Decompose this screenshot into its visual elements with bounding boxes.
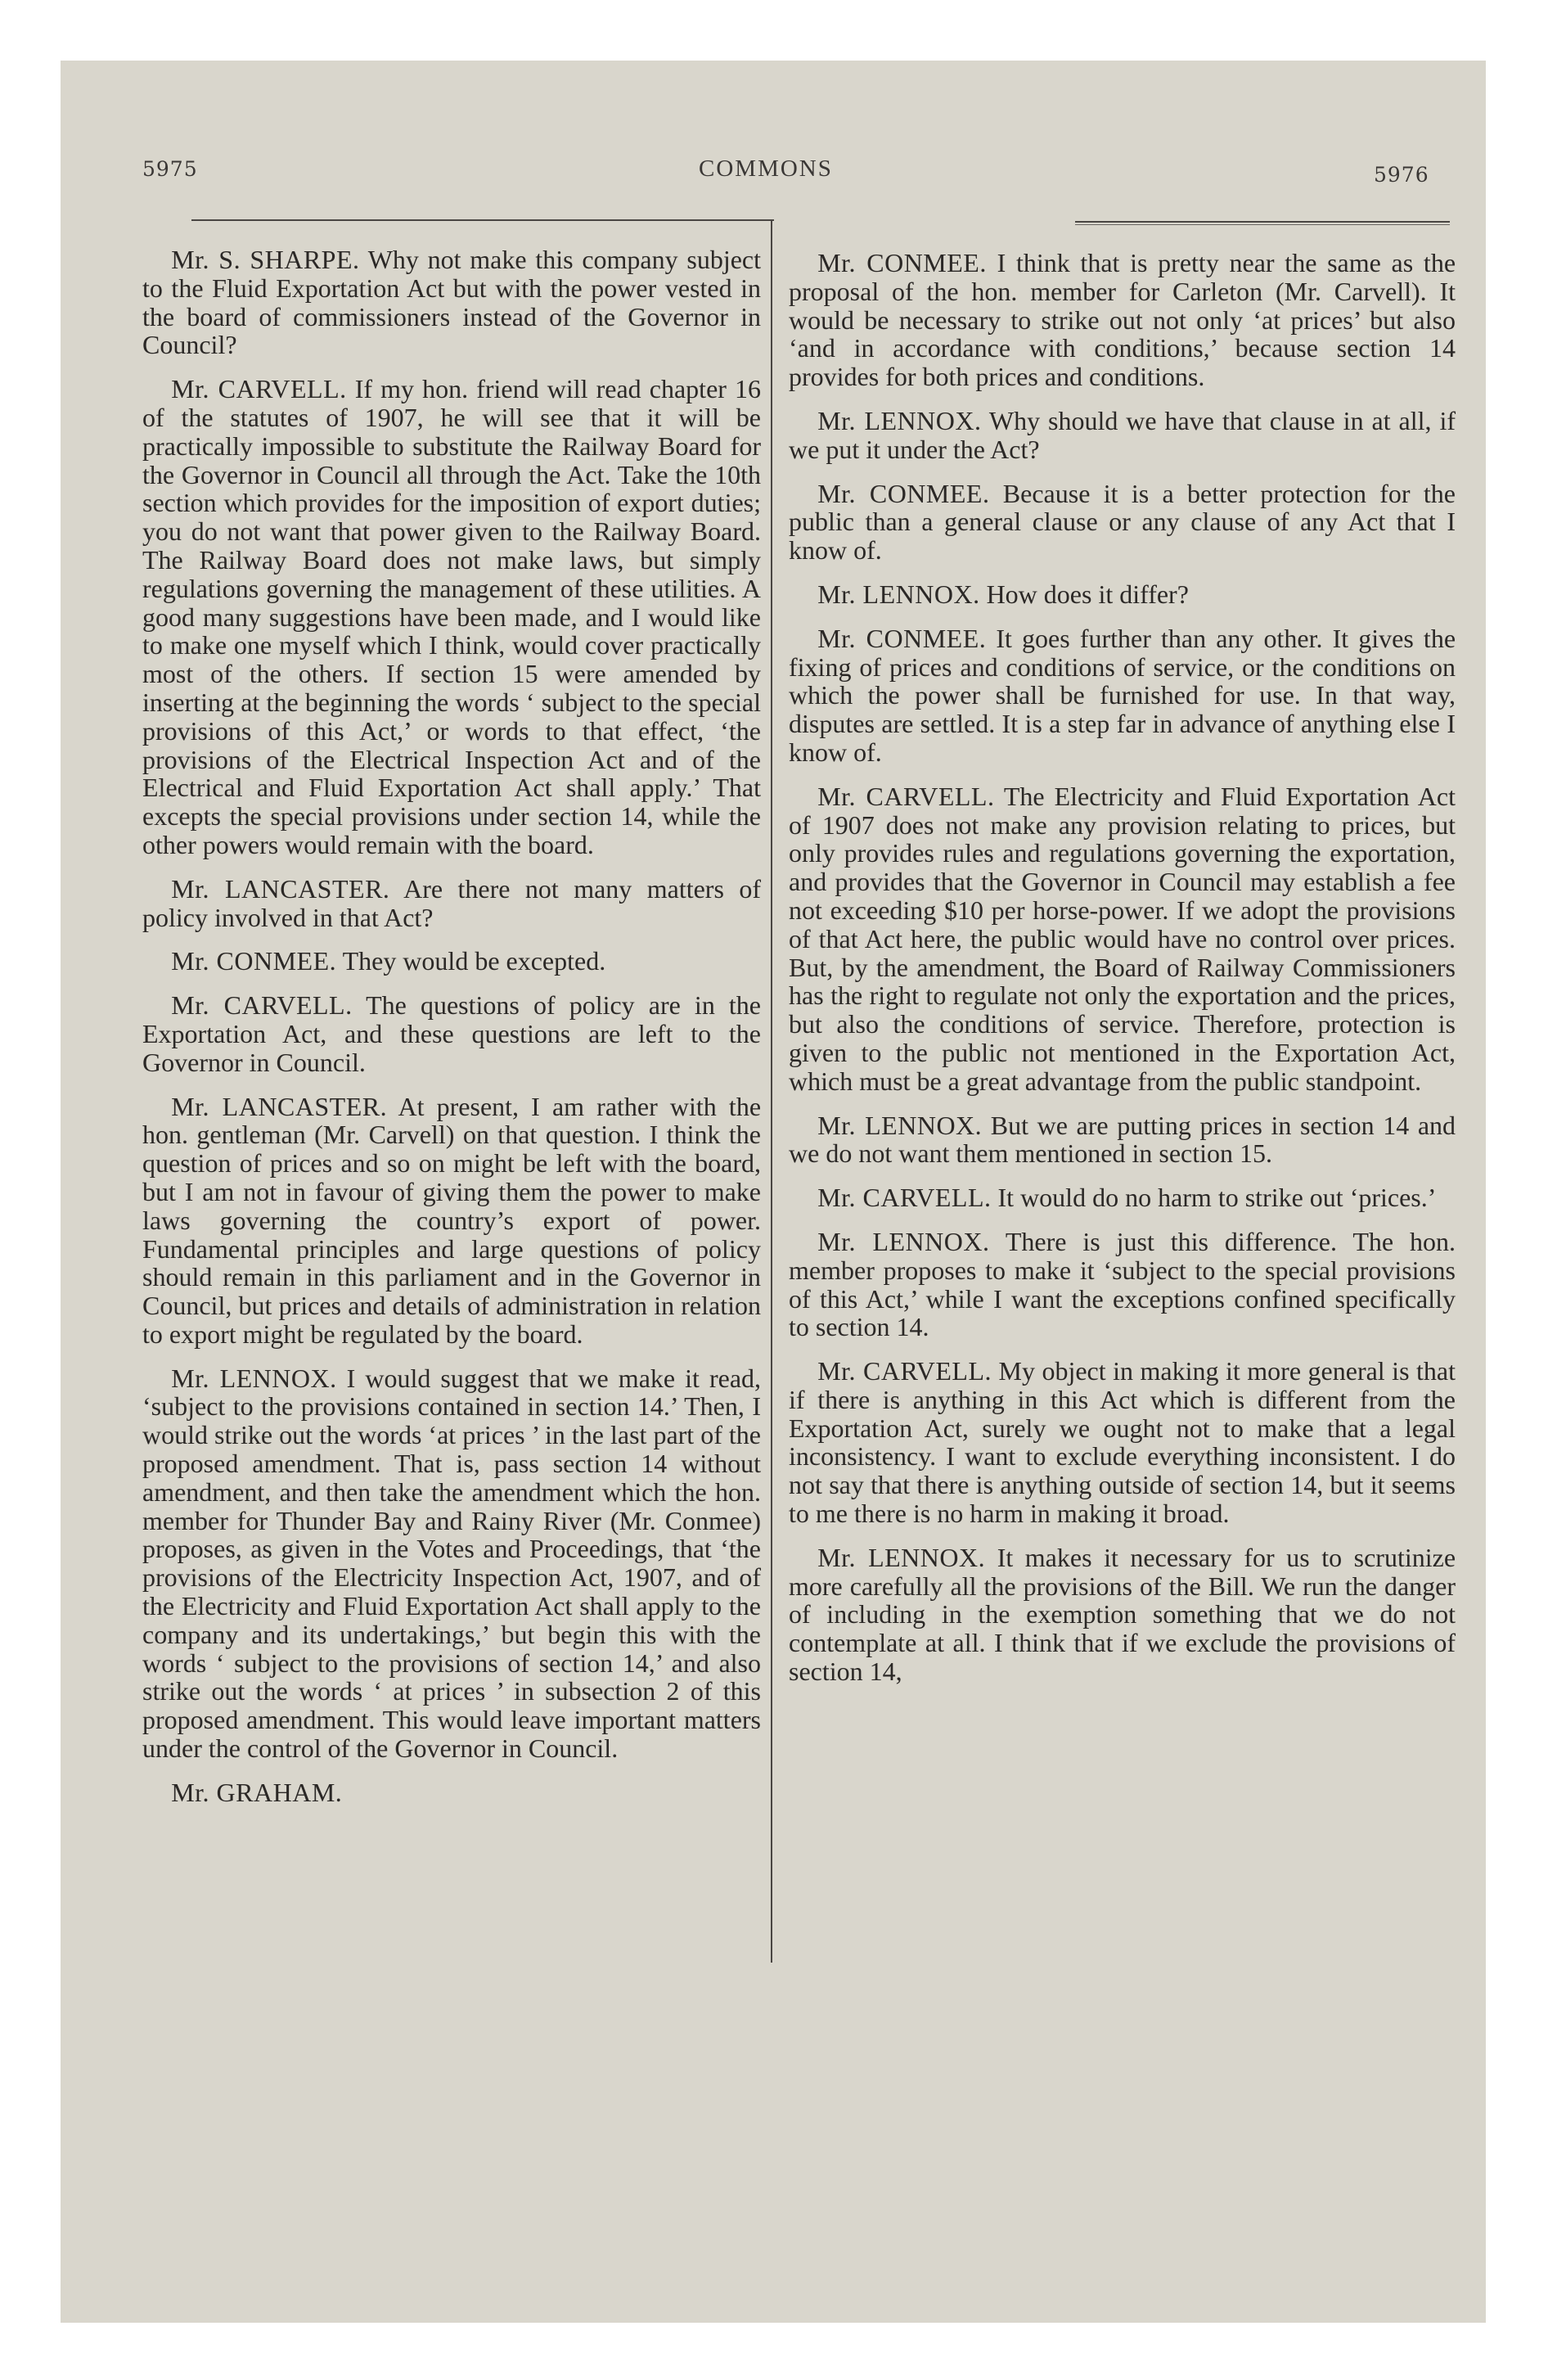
speech-paragraph (142, 1093, 761, 1349)
speech-paragraph (142, 991, 761, 1076)
speaker-name: Mr. CARVELL. (817, 1356, 992, 1386)
speech-text: Because it is a better protection for the public than a general clause or any clause of any Act that I know of. (789, 478, 1456, 566)
left-column (142, 246, 761, 1807)
column-divider (771, 221, 772, 1963)
speech-paragraph (789, 1228, 1456, 1341)
right-column (789, 249, 1456, 1686)
speech-text: Why should we have that clause in at all, if we put it under the Act? (789, 405, 1456, 464)
speaker-name: Mr. CARVELL. (817, 781, 995, 811)
speaker-name: Mr. S. SHARPE. (171, 245, 360, 274)
speech-text: My object in making it more general is that if there is anything in this Act which is different from the Exportation Act, surely we ought not to make that a legal inconsistency. I want to exclude everything inconsistent. I do not say that there is anything outside of section 14, but it seems to me there is no harm in making it broad. (789, 1356, 1456, 1529)
speech-text: How does it differ? (986, 579, 1189, 609)
page-number-left: 5975 (142, 157, 198, 181)
speaker-name: Mr. CARVELL. (817, 1183, 992, 1213)
speech-paragraph (142, 875, 761, 932)
speech-text: I would suggest that we make it read, ‘subject to the provisions contained in section 14.’ Then, I would strike out the words ‘at prices ’ in the last part of the proposed amendment. That is, pass section 14 without amendment, and then take the amendment which the hon. member for Thunder Bay and Rainy River (Mr. Conmee) proposes, as given in the Votes and Proceedings, that ‘the provisions of the Electricity Inspection Act, 1907, and of the Electricity and Fluid Exportation Act shall apply to the company and its undertakings,’ but begin this with the words ‘ subject to the provisions of section 14,’ and also strike out the words ‘ at prices ’ in subsection 2 of this proposed amendment. This would leave important matters under the control of the Governor in Council. (142, 1363, 762, 1764)
speech-paragraph (789, 1544, 1456, 1686)
speaker-name: Mr. LENNOX. (171, 1363, 337, 1393)
speech-text: The questions of policy are in the Exportation Act, and these questions are left to the Governor in Council. (142, 990, 762, 1077)
speech-paragraph (142, 947, 761, 976)
speech-text: They would be excepted. (342, 946, 606, 976)
speech-text: The Electricity and Fluid Exportation Act of 1907 does not make any provision relating to prices, but only provides rules and regulations governing the exportation, and provides that the Governor in Council may establish a fee not exceeding $10 per horse-power. If we adopt the provisions of that Act here, the public would have no control over prices. But, by the amendment, the Board of Railway Commissioners has the right to regulate not only the exportation and the prices, but also the conditions of service. Therefore, protection is given to the public not mentioned in the Exportation Act, which must be a great advantage from the public standpoint. (789, 781, 1456, 1096)
speaker-name: Mr. LANCASTER. (171, 1091, 388, 1121)
hansard-page (61, 61, 1486, 2323)
speaker-name: Mr. LENNOX. (817, 1542, 986, 1572)
speech-paragraph (789, 1183, 1456, 1212)
speaker-name: Mr. CARVELL. (171, 990, 353, 1021)
speaker-name: Mr. LENNOX. (817, 1110, 983, 1140)
speaker-name: Mr. LENNOX. (817, 405, 982, 435)
page-number-right: 5976 (1374, 163, 1429, 187)
speech-paragraph (142, 1778, 761, 1807)
speech-text: Why not make this company subject to the Fluid Exportation Act but with the power vested in the board of commissioners instead of the Governor in Council? (142, 245, 762, 360)
speech-paragraph (789, 407, 1456, 464)
header-rule-right (1075, 221, 1450, 223)
speaker-name: Mr. CARVELL. (171, 374, 347, 404)
speech-paragraph (142, 375, 761, 859)
speaker-name: Mr. CONMEE. (171, 946, 337, 976)
speech-text: It makes it necessary for us to scrutinize more carefully all the provisions of the Bill. We run the danger of including in the exemption something that we do not contemplate at all. I think that if we exclude the provisions of section 14, (789, 1542, 1456, 1687)
speech-paragraph (789, 480, 1456, 565)
speech-paragraph (789, 1357, 1456, 1528)
speaker-name: Mr. CONMEE. (817, 478, 990, 508)
header-rule-right-thin (1075, 224, 1450, 225)
speech-paragraph (789, 580, 1456, 609)
speaker-name: Mr. GRAHAM. (171, 1777, 343, 1807)
speech-text: It goes further than any other. It gives the fixing of prices and conditions of service, or the conditions on which the power shall be furnished for use. In that way, disputes are settled. It is a step far in advance of anything else I know of. (789, 623, 1456, 767)
speech-paragraph (789, 782, 1456, 1096)
speech-text: If my hon. friend will read chapter 16 of the statutes of 1907, he will see that it will be practically impossible to substitute the Railway Board for the Governor in Council all through the Act. Take the 10th section which provides for the imposition of export duties; you do not want that power given to the Railway Board. The Railway Board does not make laws, but simply regulations governing the management of these utilities. A good many suggestions have been made, and I would like to make one myself which I think, would cover practically most of the others. If section 15 were amended by inserting at the beginning the words ‘ subject to the special provisions of this Act,’ or words to that effect, ‘the provisions of the Electrical Inspection Act and of the Electrical and Fluid Exportation Act shall apply.’ That excepts the special provisions under section 14, while the other powers would remain with the board. (142, 374, 762, 859)
speech-text: It would do no harm to strike out ‘prices.’ (997, 1183, 1437, 1213)
speaker-name: Mr. CONMEE. (817, 248, 987, 277)
speech-text: There is just this difference. The hon. member proposes to make it ‘subject to the special provisions of this Act,’ while I want the exceptions confined specifically to section 14. (789, 1226, 1456, 1342)
speech-paragraph (789, 624, 1456, 767)
speech-paragraph (789, 1111, 1456, 1169)
scanned-page-background (61, 61, 1486, 2323)
running-head: COMMONS (699, 156, 833, 182)
speech-paragraph (142, 246, 761, 359)
speaker-name: Mr. LENNOX. (817, 1226, 990, 1256)
speech-paragraph (789, 249, 1456, 391)
speaker-name: Mr. LENNOX. (817, 579, 980, 609)
header-rule-left (191, 219, 774, 221)
speaker-name: Mr. CONMEE. (817, 623, 987, 653)
speech-paragraph (142, 1364, 761, 1763)
speaker-name: Mr. LANCASTER. (171, 873, 390, 904)
speech-text: I think that is pretty near the same as the proposal of the hon. member for Carleton (Mr. Carvell). It would be necessary to strike out not only ‘at prices’ but also ‘and in accordance with conditions,’ because section 14 provides for both prices and conditions. (789, 248, 1456, 392)
speech-text: At present, I am rather with the hon. gentleman (Mr. Carvell) on that question. I think the question of prices and so on might be left with the board, but I am not in favour of giving them the power to make laws governing the country’s export of power. Fundamental principles and large questions of policy should remain in this parliament and in the Governor in Council, but prices and details of administration in relation to export might be regulated by the board. (142, 1091, 762, 1349)
speech-text: But we are putting prices in section 14 and we do not want them mentioned in section 15. (789, 1110, 1456, 1169)
speech-text: Are there not many matters of policy involved in that Act? (142, 873, 762, 932)
